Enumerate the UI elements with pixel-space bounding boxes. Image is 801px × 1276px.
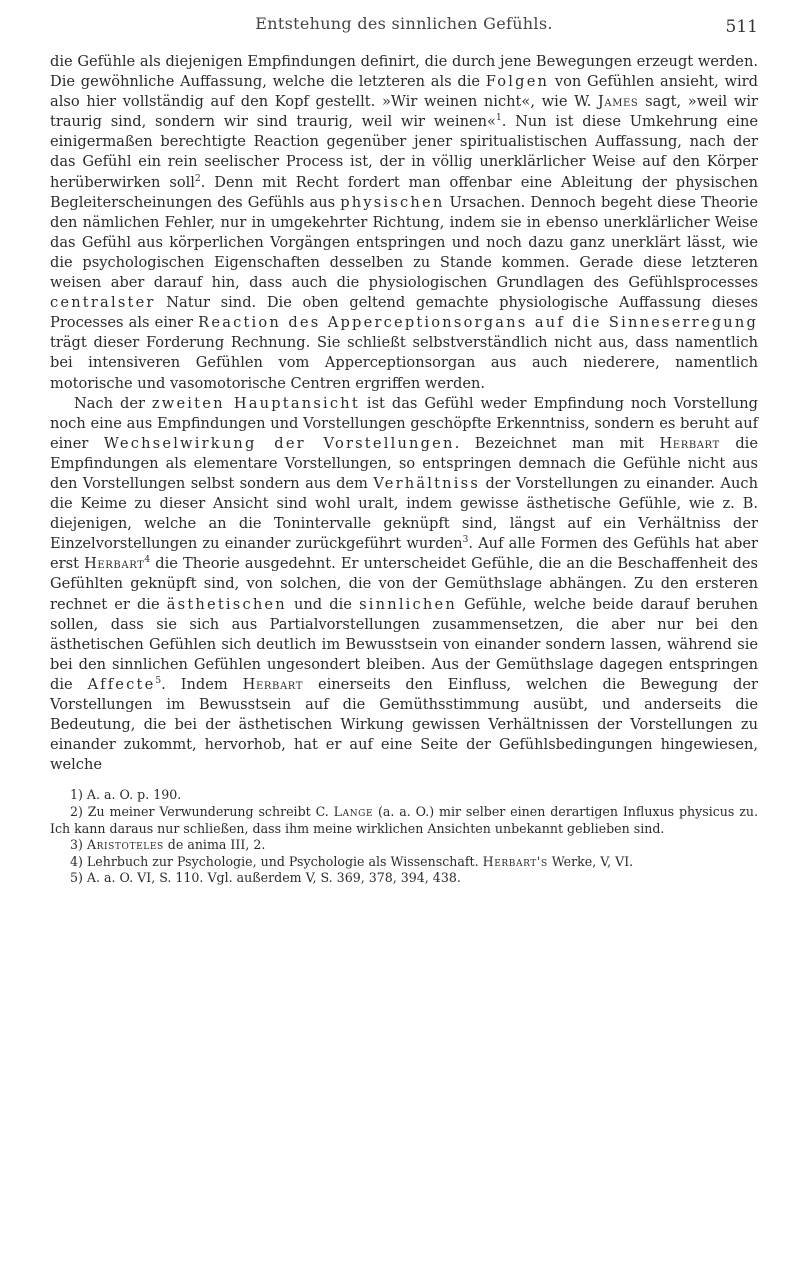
footnote-marker: 4	[144, 555, 151, 566]
author-name: Herbart	[659, 434, 720, 452]
emphasized-text: sinnlichen	[359, 595, 457, 613]
text-run: die Empfindungen als elementare Vorstellungen, so entspringen demnach die Gefühle nicht aus den Vorstellungen selbst sondern aus dem	[50, 434, 758, 492]
author-name: James	[597, 93, 639, 111]
text-run: . Auf alle Formen des Gefühls hat aber erst	[50, 535, 758, 573]
paragraph	[50, 394, 758, 776]
emphasized-text: zweiten Hauptansicht	[151, 394, 360, 412]
footnote-marker: 1	[495, 113, 502, 124]
author-name: Lange	[333, 803, 374, 819]
page-number: 511	[725, 17, 758, 37]
emphasized-text: centralster	[50, 294, 156, 312]
footnote-text: 1) A. a. O. p. 190.	[70, 787, 182, 803]
text-run: Natur sind. Die oben geltend gemachte physiologische Auffassung dieses Processes als einer	[50, 294, 758, 332]
text-run: Ursachen. Dennoch begeht diese Theorie den nämlichen Fehler, nur in umgekehrter Richtung, indem sie in ebenso unerklärlicher Weise das Gefühl aus körperlichen Vorgängen entspringen und noch dazu ganz unerklärt lässt, wie die psychologischen Eigenschaften desselben zu Stande kommen. Gerade diese letzteren weisen aber darauf hin, dass auch die physiologischen Grundlagen des Gefühlsprocesses	[50, 193, 758, 292]
text-run: von Gefühlen ansieht, wird also hier vollständig auf den Kopf gestellt. »Wir weinen nicht«, wie W.	[50, 73, 758, 111]
text-run: und die	[286, 595, 360, 613]
text-run: . Denn mit Recht fordert man offenbar eine Ableitung der physischen Begleiterscheinungen des Gefühls aus	[50, 173, 758, 211]
footnote	[50, 870, 758, 887]
emphasized-text: Verhältniss	[373, 474, 481, 492]
footnote-text: 3)	[70, 837, 87, 853]
emphasized-text: physischen	[340, 193, 445, 211]
footnote-text: de anima III, 2.	[163, 837, 266, 853]
footnote	[50, 804, 758, 837]
text-run: die Theorie ausgedehnt. Er unterscheidet Gefühle, die an die Beschaffenheit des Gefühlten geknüpft sind, von solchen, die von der Gemüthslage abhängen. Zu den ersteren rechnet er die	[50, 555, 758, 613]
footnote-marker: 3	[462, 535, 469, 546]
text-run: sagt, »weil wir traurig sind, sondern wir sind traurig, weil wir weinen«	[50, 93, 759, 131]
emphasized-text: Folgen	[485, 73, 550, 91]
footnotes	[50, 787, 758, 887]
author-name: Herbart	[242, 675, 304, 693]
footnote-text: 2) Zu meiner Verwunderung schreibt C.	[70, 803, 334, 819]
footnote-text: Werke, V, VI.	[547, 853, 634, 869]
book-page	[50, 14, 758, 887]
text-run: einerseits den Einfluss, welchen die Bewegung der Vorstellungen im Bewusstsein auf die Gemüthsstimmung ausübt, und anderseits die Bedeutung, die bei der ästhetischen Wirkung gewissen Verhältnissen der Vorstellungen zu einander zukommt, hervorhob, hat er auf eine Seite der Gefühlsbedingungen hingewiesen, welche	[50, 675, 758, 774]
footnote-text: (a. a. O.) mir selber einen derartigen Influxus physicus zu. Ich kann daraus nur schließen, dass ihm meine wirklichen Ansichten unbekannt geblieben sind.	[50, 803, 758, 836]
text-run: . Bezeichnet man mit	[454, 434, 660, 452]
paragraph	[50, 52, 758, 394]
text-run: die Gefühle als diejenigen Empfindungen definirt, die durch jene Bewegungen erzeugt werden. Die gewöhnliche Auffassung, welche die letzteren als die	[50, 53, 758, 91]
running-title: Entstehung des sinnlichen Gefühls.	[255, 14, 553, 33]
emphasized-text: Wechselwirkung der Vorstellungen	[103, 434, 455, 452]
text-run: Nach der	[74, 394, 152, 412]
emphasized-text: ästhetischen	[166, 595, 287, 613]
text-run: Gefühle, welche beide darauf beruhen sollen, dass sie sich aus Partialvorstellungen zusammensetzen, die aber nur bei den ästhetischen Gefühlen sich deutlich im Bewusstsein von einander sondern lassen, während sie bei den sinnlichen Gefühlen ungesondert bleiben. Aus der Gemüthslage dagegen entspringen die	[50, 595, 759, 693]
text-run: . Nun ist diese Umkehrung eine einigermaßen berechtigte Reaction gegenüber jener spiritualistischen Auffassung, nach der das Gefühl ein rein seelischer Process ist, der in völlig unerklärlicher Weise auf den Körper herüberwirken soll	[50, 113, 758, 191]
footnote-marker: 2	[194, 173, 201, 184]
emphasized-text: Reaction des Apperceptionsorgans auf die Sinneserregung	[198, 314, 758, 332]
author-name: Herbart	[84, 555, 145, 573]
text-run: ist das Gefühl weder Empfindung noch Vorstellung noch eine aus Empfindungen und Vorstellungen geschöpfte Erkenntniss, sondern es beruht auf einer	[50, 394, 758, 452]
author-name: Aristoteles	[86, 837, 164, 853]
author-name: Herbart's	[482, 853, 548, 869]
main-text	[50, 52, 758, 775]
footnote-text: 4) Lehrbuch zur Psychologie, und Psychologie als Wissenschaft.	[70, 853, 483, 869]
text-run: trägt dieser Forderung Rechnung. Sie schließt selbstverständlich nicht aus, dass namentlich bei intensiveren Gefühlen vom Apperceptionsorgan aus auch niederere, namentlich motorische und vasomotorische Centren ergriffen werden.	[50, 334, 758, 392]
footnote	[50, 837, 758, 854]
footnote-text: 5) A. a. O. VI, S. 110. Vgl. außerdem V, S. 369, 378, 394, 438.	[70, 870, 461, 886]
footnote	[50, 854, 758, 871]
footnote-marker: 5	[155, 676, 162, 687]
emphasized-text: Affecte	[87, 675, 156, 693]
running-head	[50, 14, 758, 44]
text-run: . Indem	[161, 675, 243, 693]
text-run: der Vorstellungen zu einander. Auch die Keime zu dieser Ansicht sind wohl uralt, indem gewisse ästhetische Gefühle, wie z. B. diejenigen, welche an die Tonintervalle geknüpft sind, längst auf ein Verhältniss der Einzelvorstellungen zu einander zurückgeführt wurden	[50, 474, 758, 553]
footnote	[50, 787, 758, 804]
